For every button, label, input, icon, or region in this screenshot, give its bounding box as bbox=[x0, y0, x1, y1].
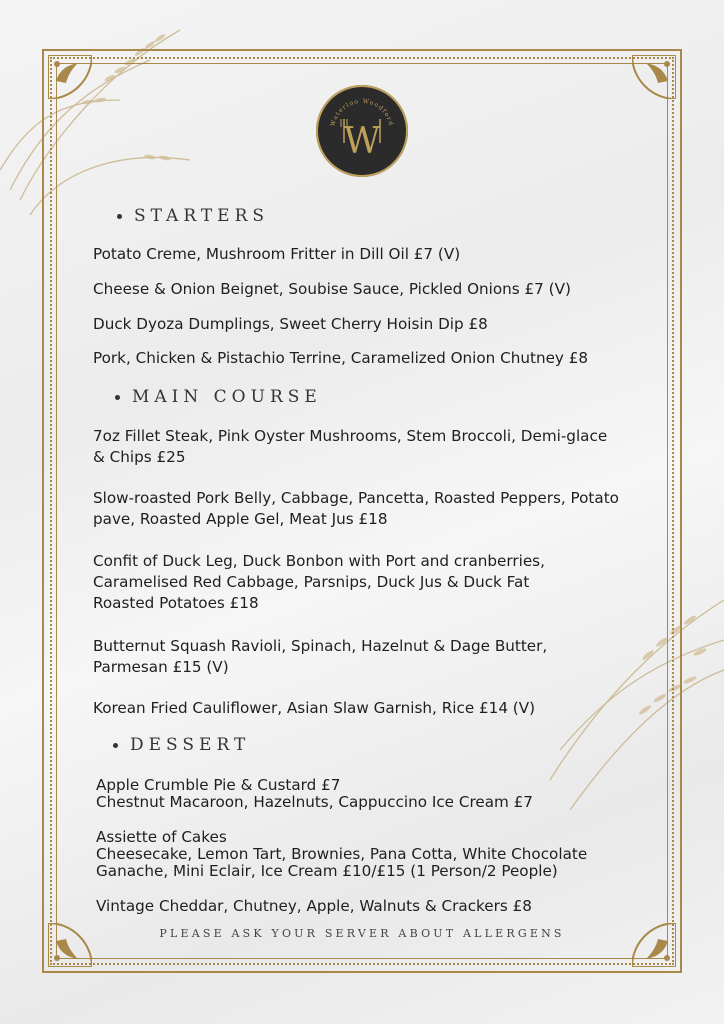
starters-heading: STARTERS bbox=[134, 206, 270, 226]
dessert-item: Vintage Cheddar, Chutney, Apple, Walnuts & Crackers £8 bbox=[96, 897, 532, 915]
main-item: Butternut Squash Ravioli, Spinach, Hazelnut & Dage Butter, Parmesan £15 (V) bbox=[93, 637, 548, 676]
corner-ornament-top-left-icon bbox=[48, 55, 92, 99]
allergen-notice: PLEASE ASK YOUR SERVER ABOUT ALLERGENS bbox=[159, 927, 565, 940]
corner-ornament-top-right-icon bbox=[632, 55, 676, 99]
starter-item: Pork, Chicken & Pistachio Terrine, Caramelized Onion Chutney £8 bbox=[93, 349, 589, 367]
dessert-item: Cheesecake, Lemon Tart, Brownies, Pana Cotta, White Chocolate Ganache, Mini Eclair, Ice Cream £10/£15 (1 Person/2 People) bbox=[96, 845, 588, 880]
section-heading-main-course bbox=[115, 387, 322, 407]
logo-monogram-icon bbox=[316, 85, 408, 177]
dessert-item: Apple Crumble Pie & Custard £7 bbox=[96, 776, 341, 794]
main-item: Confit of Duck Leg, Duck Bonbon with Port and cranberries, Caramelised Red Cabbage, Parsnips, Duck Jus & Duck Fat Roasted Potatoes £18 bbox=[93, 552, 545, 612]
logo-letter: W bbox=[343, 121, 381, 162]
bullet-icon bbox=[113, 743, 118, 748]
restaurant-logo bbox=[316, 85, 408, 177]
main-item: 7oz Fillet Steak, Pink Oyster Mushrooms, Stem Broccoli, Demi-glace & Chips £25 bbox=[93, 427, 608, 466]
section-heading-dessert bbox=[113, 735, 250, 755]
dessert-item: Chestnut Macaroon, Hazelnuts, Cappuccino Ice Cream £7 bbox=[96, 793, 533, 811]
main-item: Slow-roasted Pork Belly, Cabbage, Pancetta, Roasted Peppers, Potato pave, Roasted Apple Gel, Meat Jus £18 bbox=[93, 489, 619, 528]
starter-item: Duck Dyoza Dumplings, Sweet Cherry Hoisin Dip £8 bbox=[93, 315, 488, 333]
main-item: Korean Fried Cauliflower, Asian Slaw Garnish, Rice £14 (V) bbox=[93, 699, 536, 717]
starter-item: Cheese & Onion Beignet, Soubise Sauce, Pickled Onions £7 (V) bbox=[93, 280, 571, 298]
section-heading-starters bbox=[117, 206, 269, 226]
dessert-item: Assiette of Cakes bbox=[96, 828, 227, 846]
starter-item: Potato Creme, Mushroom Fritter in Dill Oil £7 (V) bbox=[93, 245, 461, 263]
logo-ring-text: Waterloo Woodford bbox=[329, 97, 395, 128]
bullet-icon bbox=[117, 214, 122, 219]
main-course-heading: MAIN COURSE bbox=[132, 387, 322, 407]
bullet-icon bbox=[115, 395, 120, 400]
dessert-heading: DESSERT bbox=[130, 735, 251, 755]
